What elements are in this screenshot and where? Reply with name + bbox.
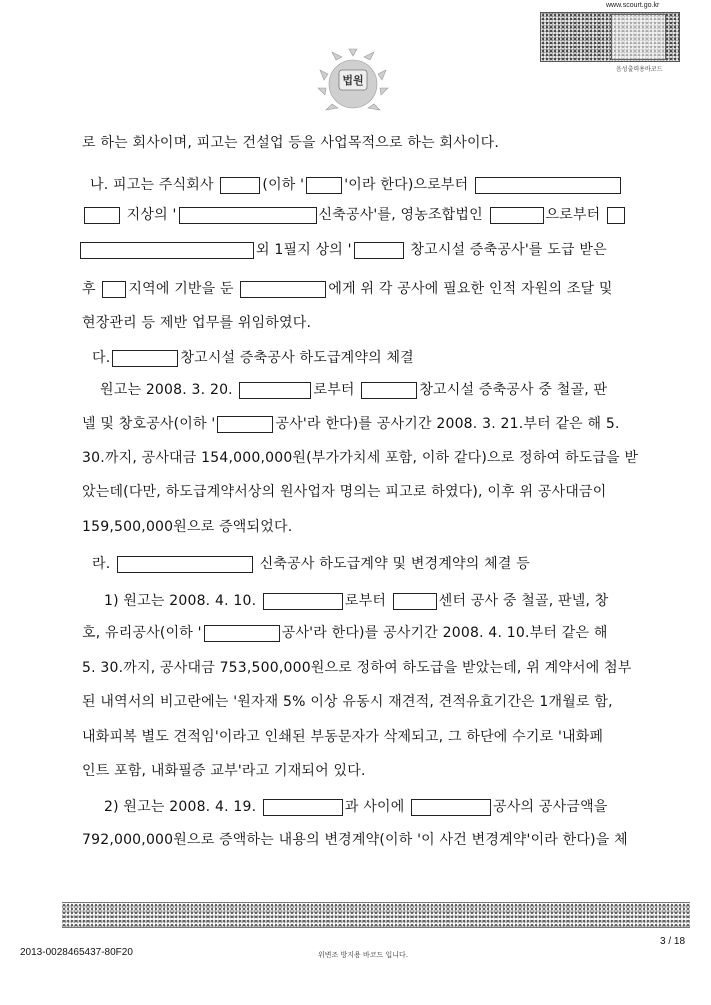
line-text: 라. bbox=[92, 556, 111, 572]
line-text: 원고는 2008. 3. 20. bbox=[100, 382, 233, 398]
line-text: 신축공사'를, 영농조합법인 bbox=[318, 207, 483, 223]
redaction-box bbox=[112, 350, 178, 367]
line-text: 센터 공사 중 철골, 판넬, 창 bbox=[438, 593, 609, 609]
line-text: 다. bbox=[92, 350, 111, 366]
text-line bbox=[104, 798, 608, 816]
text-line bbox=[82, 280, 613, 298]
line-text: 과 사이에 bbox=[344, 799, 405, 815]
line-text: 내화피복 별도 견적임'이라고 인쇄된 부동문자가 삭제되고, 그 하단에 수기로 '내화페 bbox=[82, 729, 604, 745]
section-heading bbox=[92, 349, 414, 367]
text-line bbox=[82, 206, 627, 224]
redaction-box bbox=[240, 281, 326, 298]
line-text: 된 내역서의 비고란에는 '원자재 5% 이상 유동시 재견적, 견적유효기간은 1개월로 함, bbox=[82, 694, 613, 710]
line-text: 로부터 bbox=[313, 382, 355, 398]
text-line bbox=[82, 659, 632, 677]
line-text: 인트 포함, 내화필증 교부'라고 기재되어 있다. bbox=[82, 763, 366, 779]
barcode-note: 위변조 방지용 바코드 입니다. bbox=[318, 951, 409, 959]
line-text: 로 하는 회사이며, 피고는 건설업 등을 사업목적으로 하는 회사이다. bbox=[82, 135, 500, 151]
barcode-qr-frame bbox=[611, 14, 666, 60]
line-text: 았는데(다만, 하도급계약서상의 원사업자 명의는 피고로 하였다), 이후 위 공사대금이 bbox=[82, 484, 607, 500]
line-text: 2) 원고는 2008. 4. 19. bbox=[104, 799, 257, 815]
redaction-box bbox=[607, 207, 625, 224]
line-text: 나. 피고는 주식회사 bbox=[90, 177, 214, 193]
text-line bbox=[78, 241, 607, 259]
text-line bbox=[82, 728, 603, 746]
line-text: 공사'라 한다)를 공사기간 2008. 4. 10.부터 같은 해 bbox=[281, 625, 608, 641]
line-text: 넬 및 창호공사(이하 ' bbox=[82, 416, 216, 432]
text-line bbox=[104, 592, 609, 610]
line-text: 창고시설 증축공사 하도급계약의 체결 bbox=[180, 350, 414, 366]
line-text: 으로부터 bbox=[545, 207, 601, 223]
line-text: '이라 한다)으로부터 bbox=[344, 177, 469, 193]
redaction-box bbox=[263, 799, 343, 816]
redaction-box bbox=[102, 281, 126, 298]
line-text: 159,500,000원으로 증액되었다. bbox=[82, 519, 293, 535]
redaction-box bbox=[361, 382, 417, 399]
redaction-box bbox=[490, 207, 544, 224]
redaction-box bbox=[263, 593, 343, 610]
text-line bbox=[100, 381, 607, 399]
line-text: 신축공사 하도급계약 및 변경계약의 체결 등 bbox=[259, 556, 530, 572]
text-line bbox=[90, 176, 623, 194]
text-line bbox=[82, 415, 620, 433]
line-text: 에게 위 각 공사에 필요한 인적 자원의 조달 및 bbox=[328, 281, 613, 297]
redaction-box bbox=[239, 382, 311, 399]
court-url: www.scourt.go.kr bbox=[606, 2, 660, 9]
redaction-box bbox=[411, 799, 491, 816]
redaction-box bbox=[204, 625, 280, 642]
line-text: 현장관리 등 제반 업무를 위임하였다. bbox=[82, 315, 312, 331]
line-text: 30.까지, 공사대금 154,000,000원(부가가치세 포함, 이하 같다)으로 정하여 하도급을 받 bbox=[82, 450, 639, 466]
redaction-box bbox=[179, 207, 317, 224]
line-text: 로부터 bbox=[344, 593, 387, 609]
anti-forgery-barcode bbox=[62, 902, 690, 928]
text-line bbox=[82, 693, 613, 711]
document-id: 2013-0028465437-80F20 bbox=[20, 947, 133, 958]
line-text: 지상의 ' bbox=[126, 207, 177, 223]
redaction-box bbox=[84, 207, 120, 224]
line-text: 창고시설 증축공사'를 도급 받은 bbox=[410, 242, 607, 258]
line-text: 1) 원고는 2008. 4. 10. bbox=[104, 593, 257, 609]
court-seal-text: 법원 bbox=[342, 74, 364, 87]
text-line bbox=[82, 762, 366, 780]
line-text: 호, 유리공사(이하 ' bbox=[82, 625, 202, 641]
line-text: 창고시설 증축공사 중 철골, 판 bbox=[419, 382, 608, 398]
line-text: 지역에 기반을 둔 bbox=[128, 281, 234, 297]
line-text: 공사'라 한다)를 공사기간 2008. 3. 21.부터 같은 해 5. bbox=[275, 416, 620, 432]
text-line bbox=[82, 518, 292, 536]
text-line bbox=[82, 134, 499, 152]
text-line bbox=[82, 449, 638, 467]
text-line bbox=[82, 483, 606, 501]
line-text: 공사의 공사금액을 bbox=[493, 799, 608, 815]
text-line bbox=[82, 624, 608, 642]
redaction-box bbox=[117, 556, 253, 573]
redaction-box bbox=[475, 177, 621, 194]
line-text: 792,000,000원으로 증액하는 내용의 변경계약(이하 '이 사건 변경계약'이라 한다)을 체 bbox=[82, 832, 628, 848]
redaction-box bbox=[217, 416, 273, 433]
section-heading bbox=[92, 555, 530, 573]
redaction-box bbox=[220, 177, 260, 194]
line-text: 외 1필지 상의 ' bbox=[256, 242, 352, 258]
redaction-box bbox=[80, 242, 254, 259]
line-text: 5. 30.까지, 공사대금 753,500,000원으로 정하여 하도급을 받았는데, 위 계약서에 첨부 bbox=[82, 660, 632, 676]
text-line bbox=[82, 314, 311, 332]
redaction-box bbox=[393, 593, 437, 610]
line-text: 후 bbox=[82, 281, 96, 297]
line-text: (이하 ' bbox=[262, 177, 305, 193]
text-line bbox=[82, 831, 628, 849]
redaction-box bbox=[354, 242, 404, 259]
page-number: 3 / 18 bbox=[660, 936, 686, 947]
barcode-caption: 음성출력용바코드 bbox=[616, 66, 663, 73]
redaction-box bbox=[306, 177, 342, 194]
